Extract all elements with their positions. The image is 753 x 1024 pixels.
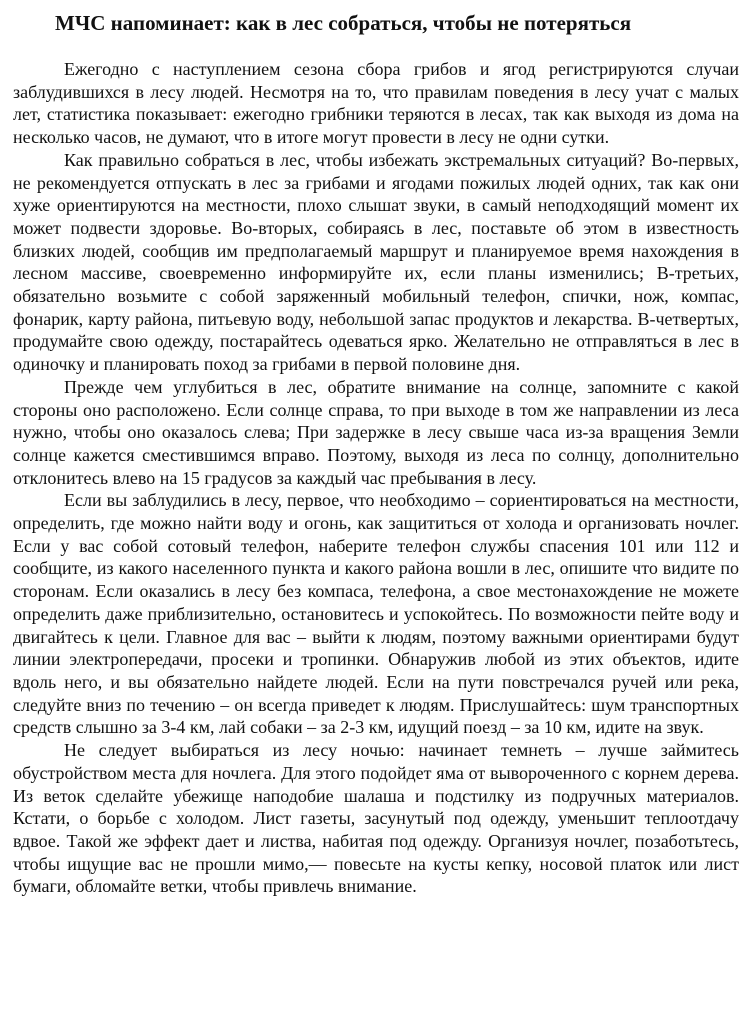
paragraph-4: Если вы заблудились в лесу, первое, что необходимо – сориентироваться на местности, определить, где можно найти воду и огонь, как защититься от холода и организовать ночлег. Если у вас собой сотовый телефон, наберите телефон службы спасения 101 или 112 и сообщите, из какого населенного пункта и какого района вошли в лес, опишите что видите по сторонам. Если оказались в лесу без компаса, телефона, а свое местонахождение не можете определить даже приблизительно, остановитесь и успокойтесь. По возможности пейте воду и двигайтесь к цели. Главное для вас – выйти к людям, поэтому важными ориентирами будут линии электропередачи, просеки и тропинки. Обнаружив любой из этих объектов, идите вдоль него, и вы обязательно найдете людей. Если на пути повстречался ручей или река, следуйте вниз по течению – он всегда приведет к людям. Прислушайтесь: шум транспортных средств слышно за 3-4 км, лай собаки – за 2-3 км, идущий поезд – за 10 км, идите на звук.: [13, 490, 739, 738]
paragraph-2: Как правильно собраться в лес, чтобы избежать экстремальных ситуаций? Во-первых, не рекомендуется отпускать в лес за грибами и ягодами пожилых людей одних, так как они хуже ориентируются на местности, плохо слышат звуки, в самый неподходящий момент их может подвести здоровье. Во-вторых, собираясь в лес, поставьте об этом в известность близких людей, сообщив им предполагаемый маршрут и планируемое время нахождения в лесном массиве, своевременно информируйте их, если планы изменились; В-третьих, обязательно возьмите с собой заряженный мобильный телефон, спички, нож, компас, фонарик, карту района, питьевую воду, небольшой запас продуктов и лекарства. В-четвертых, продумайте свою одежду, постарайтесь одеваться ярко. Желательно не отправляться в лес в одиночку и планировать поход за грибами в первой половине дня.: [13, 149, 739, 375]
paragraph-1: Ежегодно с наступлением сезона сбора грибов и ягод регистрируются случаи заблудившихся в лесу людей. Несмотря на то, что правилам поведения в лесу учат с малых лет, статистика показывает: ежегодно грибники теряются в лесах, так как выходя из дома на несколько часов, не думают, что в итоге могут провести в лесу не одни сутки.: [13, 59, 739, 148]
document-title: МЧС напоминает: как в лес собраться, чтобы не потеряться: [55, 11, 632, 35]
paragraph-3: Прежде чем углубиться в лес, обратите внимание на солнце, запомните с какой стороны оно расположено. Если солнце справа, то при выходе в том же направлении из леса нужно, чтобы оно оказалось слева; При задержке в лесу свыше часа из-за вращения Земли солнце кажется сместившимся вправо. Поэтому, выходя из леса по солнцу, дополнительно отклонитесь влево на 15 градусов за каждый час пребывания в лесу.: [13, 376, 739, 488]
paragraph-5: Не следует выбираться из лесу ночью: начинает темнеть – лучше займитесь обустройством места для ночлега. Для этого подойдет яма от вывороченного с корнем дерева. Из веток сделайте убежище наподобие шалаша и подстилку из подручных материалов. Кстати, о борьбе с холодом. Лист газеты, засунутый под одежду, уменьшит теплоотдачу вдвое. Такой же эффект дает и листва, набитая под одежду. Организуя ночлег, позаботьтесь, чтобы ищущие вас не прошли мимо,— повесьте на кусты кепку, носовой платок или лист бумаги, обломайте ветки, чтобы привлечь внимание.: [13, 740, 739, 897]
